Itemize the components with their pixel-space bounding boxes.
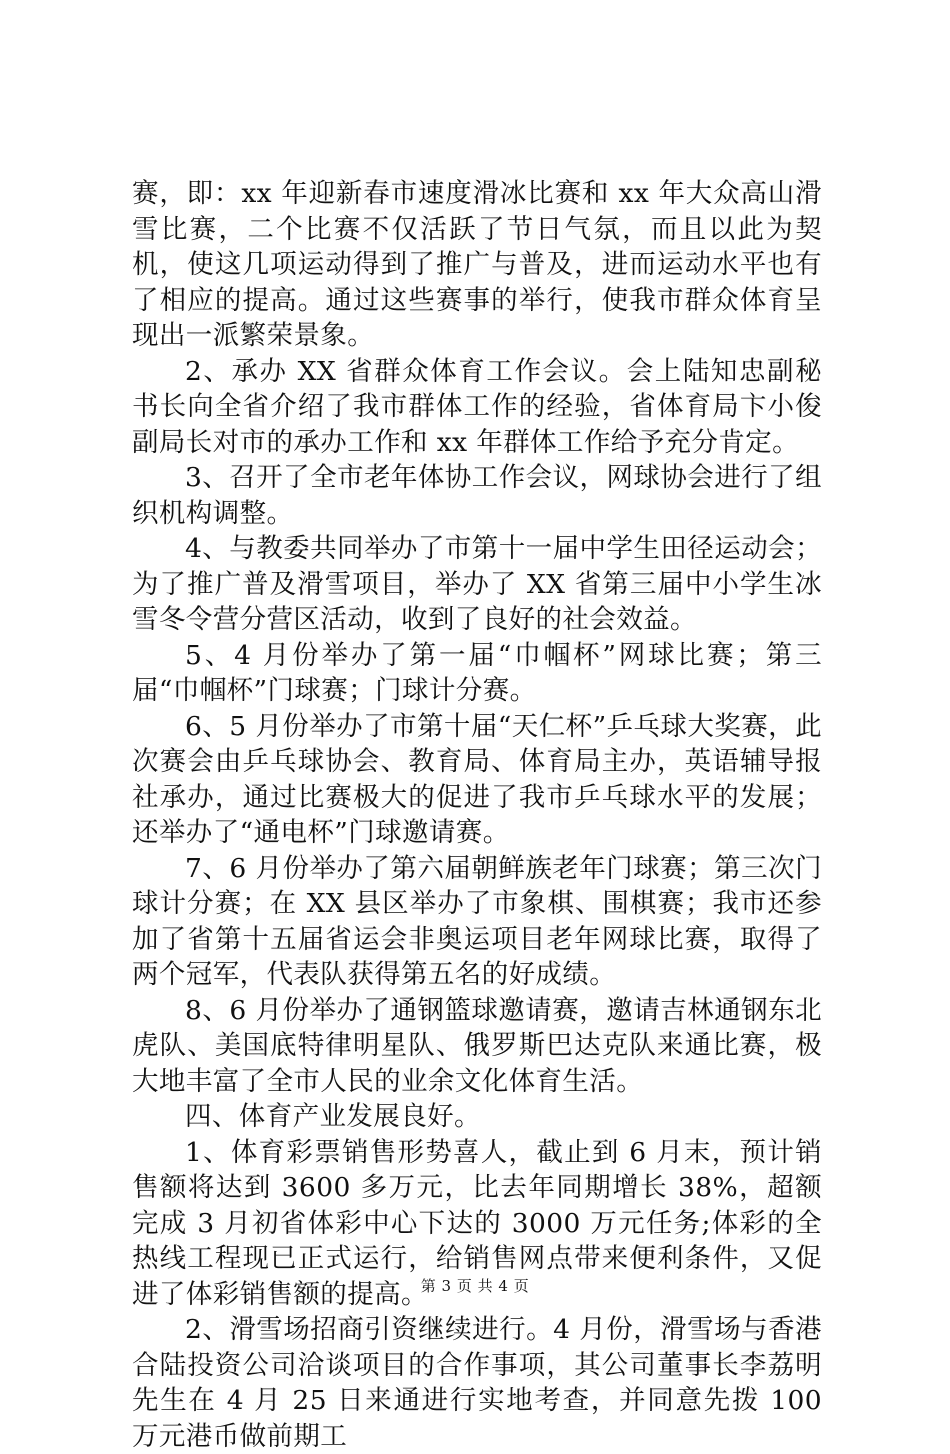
paragraph: 赛，即：xx 年迎新春市速度滑冰比赛和 xx 年大众高山滑雪比赛，二个比赛不仅活跃了节日气氛，而且以此为契机，使这几项运动得到了推广与普及，进而运动水平也有了相应的提高。通过这些赛事的举行，使我市群众体育呈现出一派繁荣景象。 (132, 178, 822, 351)
paragraph: 2、滑雪场招商引资继续进行。4 月份，滑雪场与香港合陆投资公司洽谈项目的合作事项，其公司董事长李荔明先生在 4 月 25 日来通进行实地考查，并同意先拨 100 万元港币做前期工 (132, 1314, 822, 1452)
paragraph: 4、与教委共同举办了市第十一届中学生田径运动会；为了推广普及滑雪项目，举办了 XX 省第三届中小学生冰雪冬令营分营区活动，收到了良好的社会效益。 (132, 533, 822, 635)
paragraph: 1、体育彩票销售形势喜人，截止到 6 月末，预计销售额将达到 3600 多万元，比去年同期增长 38%，超额完成 3 月初省体彩中心下达的 3000 万元任务;体彩的全热线工程现已正式运行，给销售网点带来便利条件，又促进了体彩销售额的提高。 (132, 1136, 822, 1310)
paragraph: 3、召开了全市老年体协工作会议，网球协会进行了组织机构调整。 (132, 462, 822, 529)
paragraph: 7、6 月份举办了第六届朝鲜族老年门球赛；第三次门球计分赛；在 XX 县区举办了市象棋、围棋赛；我市还参加了省第十五届省运会非奥运项目老年网球比赛，取得了两个冠军，代表队获得第五名的好成绩。 (132, 852, 822, 990)
page-number-footer: 第 3 页 共 4 页 (420, 1277, 530, 1295)
section-heading: 四、体育产业发展良好。 (185, 1101, 481, 1132)
paragraph: 2、承办 XX 省群众体育工作会议。会上陆知忠副秘书长向全省介绍了我市群体工作的经验，省体育局卞小俊副局长对市的承办工作和 xx 年群体工作给予充分肯定。 (132, 355, 822, 458)
paragraph: 6、5 月份举办了市第十届“天仁杯”乒乓球大奖赛，此次赛会由乒乓球协会、教育局、体育局主办，英语辅导报社承办，通过比赛极大的促进了我市乒乓球水平的发展；还举办了“通电杯”门球邀请赛。 (132, 710, 822, 848)
body-text (132, 176, 822, 1454)
paragraph: 5、4 月份举办了第一届“巾帼杯”网球比赛；第三届“巾帼杯”门球赛；门球计分赛。 (132, 639, 822, 706)
paragraph: 8、6 月份举办了通钢篮球邀请赛，邀请吉林通钢东北虎队、美国底特律明星队、俄罗斯巴达克队来通比赛，极大地丰富了全市人民的业余文化体育生活。 (132, 994, 822, 1097)
